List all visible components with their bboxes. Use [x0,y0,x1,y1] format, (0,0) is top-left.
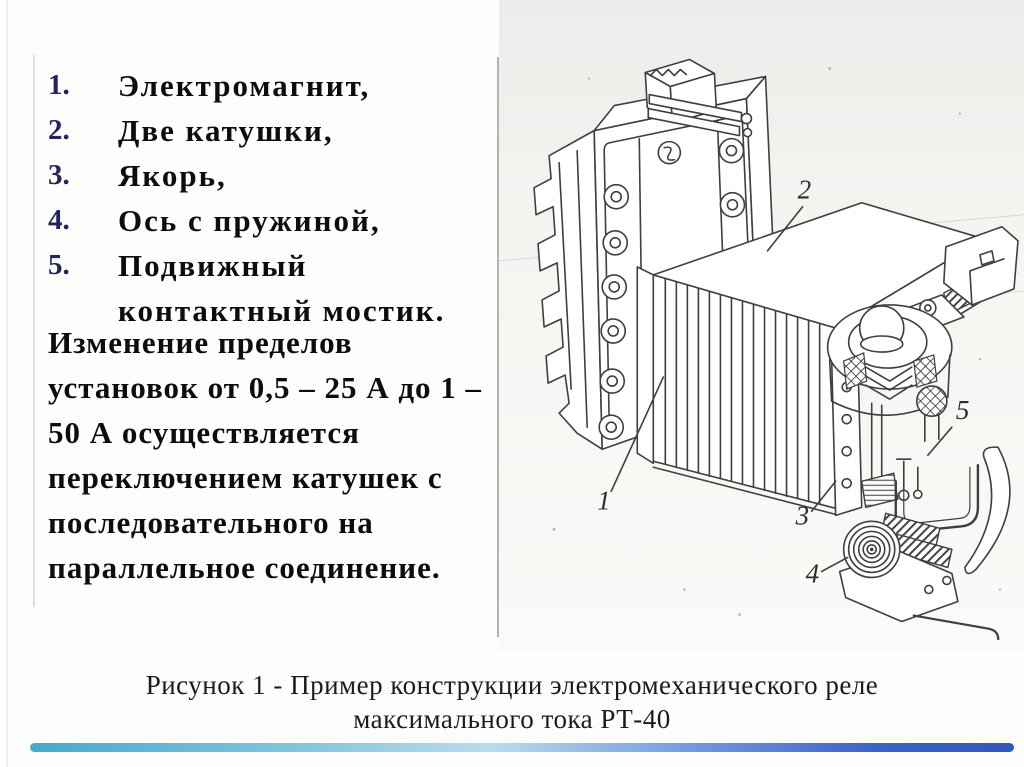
description-line: 50 А осуществляется [48,415,360,450]
item-number: 1. [48,69,70,101]
parts-list [46,63,512,333]
caption-line-2: максимального тока РТ-40 [353,704,671,734]
description-line: установок от 0,5 – 25 А до 1 – [48,370,483,405]
callout-3: 3 [795,500,810,531]
item-number: 4. [48,204,70,236]
progress-bar [30,743,1014,752]
list-item [46,63,512,108]
item-label: Ось с пружиной, [118,203,381,238]
item-label: Подвижный контактный мостик. [118,248,446,328]
item-label: Якорь, [118,158,227,193]
callout-1: 1 [597,485,611,516]
list-item [46,108,512,153]
figure-caption [0,668,1024,736]
callout-5: 5 [955,395,970,426]
textbox-left-border [33,55,35,607]
description-line: переключением катушек с [48,460,443,495]
description-text [48,320,510,590]
callout-4: 4 [805,558,820,589]
callout-2: 2 [797,174,812,205]
item-label: Электромагнит, [118,68,371,103]
description-line: последовательного на [48,505,374,540]
item-number: 2. [48,114,70,146]
relay-illustration [499,28,1024,640]
relay-diagram [499,28,1024,640]
list-item [46,153,512,198]
item-number: 3. [48,159,70,191]
item-number: 5. [48,249,70,281]
item-label: Две катушки, [118,113,334,148]
description-line: Изменение пределов [48,325,353,360]
list-item [46,198,512,243]
caption-line-1: Рисунок 1 - Пример конструкции электромеханического реле [145,670,879,700]
slide-left-edge [6,0,8,767]
description-line: параллельное соединение. [48,550,441,585]
